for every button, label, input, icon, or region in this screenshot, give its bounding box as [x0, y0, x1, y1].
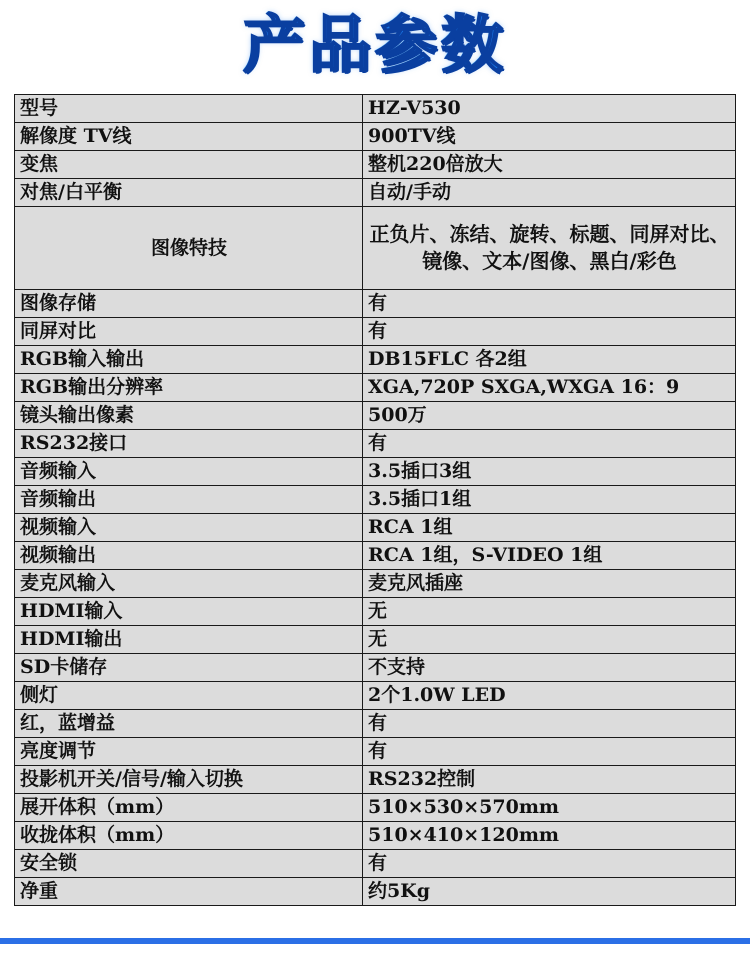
spec-value: 有 [363, 430, 736, 458]
spec-label: RGB输出分辨率 [15, 374, 363, 402]
spec-label: 红，蓝增益 [15, 710, 363, 738]
spec-value: RCA 1组 [363, 514, 736, 542]
table-row [15, 878, 736, 906]
spec-label: 侧灯 [15, 682, 363, 710]
spec-label: 展开体积（mm） [15, 794, 363, 822]
spec-value: 整机220倍放大 [363, 151, 736, 179]
title-banner [0, 0, 750, 90]
table-row [15, 374, 736, 402]
spec-value: 麦克风插座 [363, 570, 736, 598]
spec-label: SD卡储存 [15, 654, 363, 682]
table-row [15, 822, 736, 850]
table-row [15, 346, 736, 374]
spec-value: 2个1.0W LED [363, 682, 736, 710]
spec-value: 有 [363, 290, 736, 318]
spec-label: 麦克风输入 [15, 570, 363, 598]
table-row [15, 598, 736, 626]
spec-value: 500万 [363, 402, 736, 430]
spec-label: 图像存储 [15, 290, 363, 318]
spec-value: 有 [363, 710, 736, 738]
table-row [15, 290, 736, 318]
spec-label: 净重 [15, 878, 363, 906]
spec-value: 900TV线 [363, 123, 736, 151]
table-row [15, 654, 736, 682]
spec-label: RS232接口 [15, 430, 363, 458]
spec-value: 不支持 [363, 654, 736, 682]
spec-label: RGB输入输出 [15, 346, 363, 374]
spec-table [14, 94, 736, 906]
table-row [15, 766, 736, 794]
spec-label: 亮度调节 [15, 738, 363, 766]
table-row [15, 682, 736, 710]
spec-label: 音频输入 [15, 458, 363, 486]
table-row [15, 430, 736, 458]
table-row [15, 95, 736, 123]
page-title: 产品参数 [242, 8, 507, 81]
table-row [15, 514, 736, 542]
spec-value: 3.5插口1组 [363, 486, 736, 514]
spec-label: 对焦/白平衡 [15, 179, 363, 207]
spec-value: 510×410×120mm [363, 822, 736, 850]
spec-value: 3.5插口3组 [363, 458, 736, 486]
spec-label: 图像特技 [15, 207, 363, 290]
spec-value: 有 [363, 738, 736, 766]
table-row [15, 626, 736, 654]
table-row [15, 738, 736, 766]
spec-value: 正负片、冻结、旋转、标题、同屏对比、镜像、文本/图像、黑白/彩色 [363, 207, 736, 290]
table-row [15, 151, 736, 179]
table-row [15, 710, 736, 738]
spec-value: RCA 1组，S-VIDEO 1组 [363, 542, 736, 570]
spec-label: 音频输出 [15, 486, 363, 514]
table-row [15, 570, 736, 598]
table-row [15, 207, 736, 290]
spec-label: 镜头输出像素 [15, 402, 363, 430]
spec-label: 型号 [15, 95, 363, 123]
spec-value: 约5Kg [363, 878, 736, 906]
table-row [15, 542, 736, 570]
spec-label: HDMI输入 [15, 598, 363, 626]
spec-label: 解像度 TV线 [15, 123, 363, 151]
table-row [15, 402, 736, 430]
spec-value: 有 [363, 850, 736, 878]
spec-label: 视频输出 [15, 542, 363, 570]
spec-label: 安全锁 [15, 850, 363, 878]
table-row [15, 179, 736, 207]
spec-value: HZ-V530 [363, 95, 736, 123]
spec-label: 收拢体积（mm） [15, 822, 363, 850]
spec-value: 无 [363, 626, 736, 654]
spec-label: 视频输入 [15, 514, 363, 542]
table-row [15, 318, 736, 346]
spec-label: 变焦 [15, 151, 363, 179]
spec-value: XGA,720P SXGA,WXGA 16：9 [363, 374, 736, 402]
spec-value: DB15FLC 各2组 [363, 346, 736, 374]
spec-label: 投影机开关/信号/输入切换 [15, 766, 363, 794]
spec-label: HDMI输出 [15, 626, 363, 654]
footer-divider [0, 938, 750, 944]
spec-value: 无 [363, 598, 736, 626]
spec-value: 510×530×570mm [363, 794, 736, 822]
table-row [15, 123, 736, 151]
table-row [15, 458, 736, 486]
spec-label: 同屏对比 [15, 318, 363, 346]
spec-value: 有 [363, 318, 736, 346]
spec-value: RS232控制 [363, 766, 736, 794]
spec-value: 自动/手动 [363, 179, 736, 207]
table-row [15, 850, 736, 878]
table-row [15, 794, 736, 822]
table-row [15, 486, 736, 514]
